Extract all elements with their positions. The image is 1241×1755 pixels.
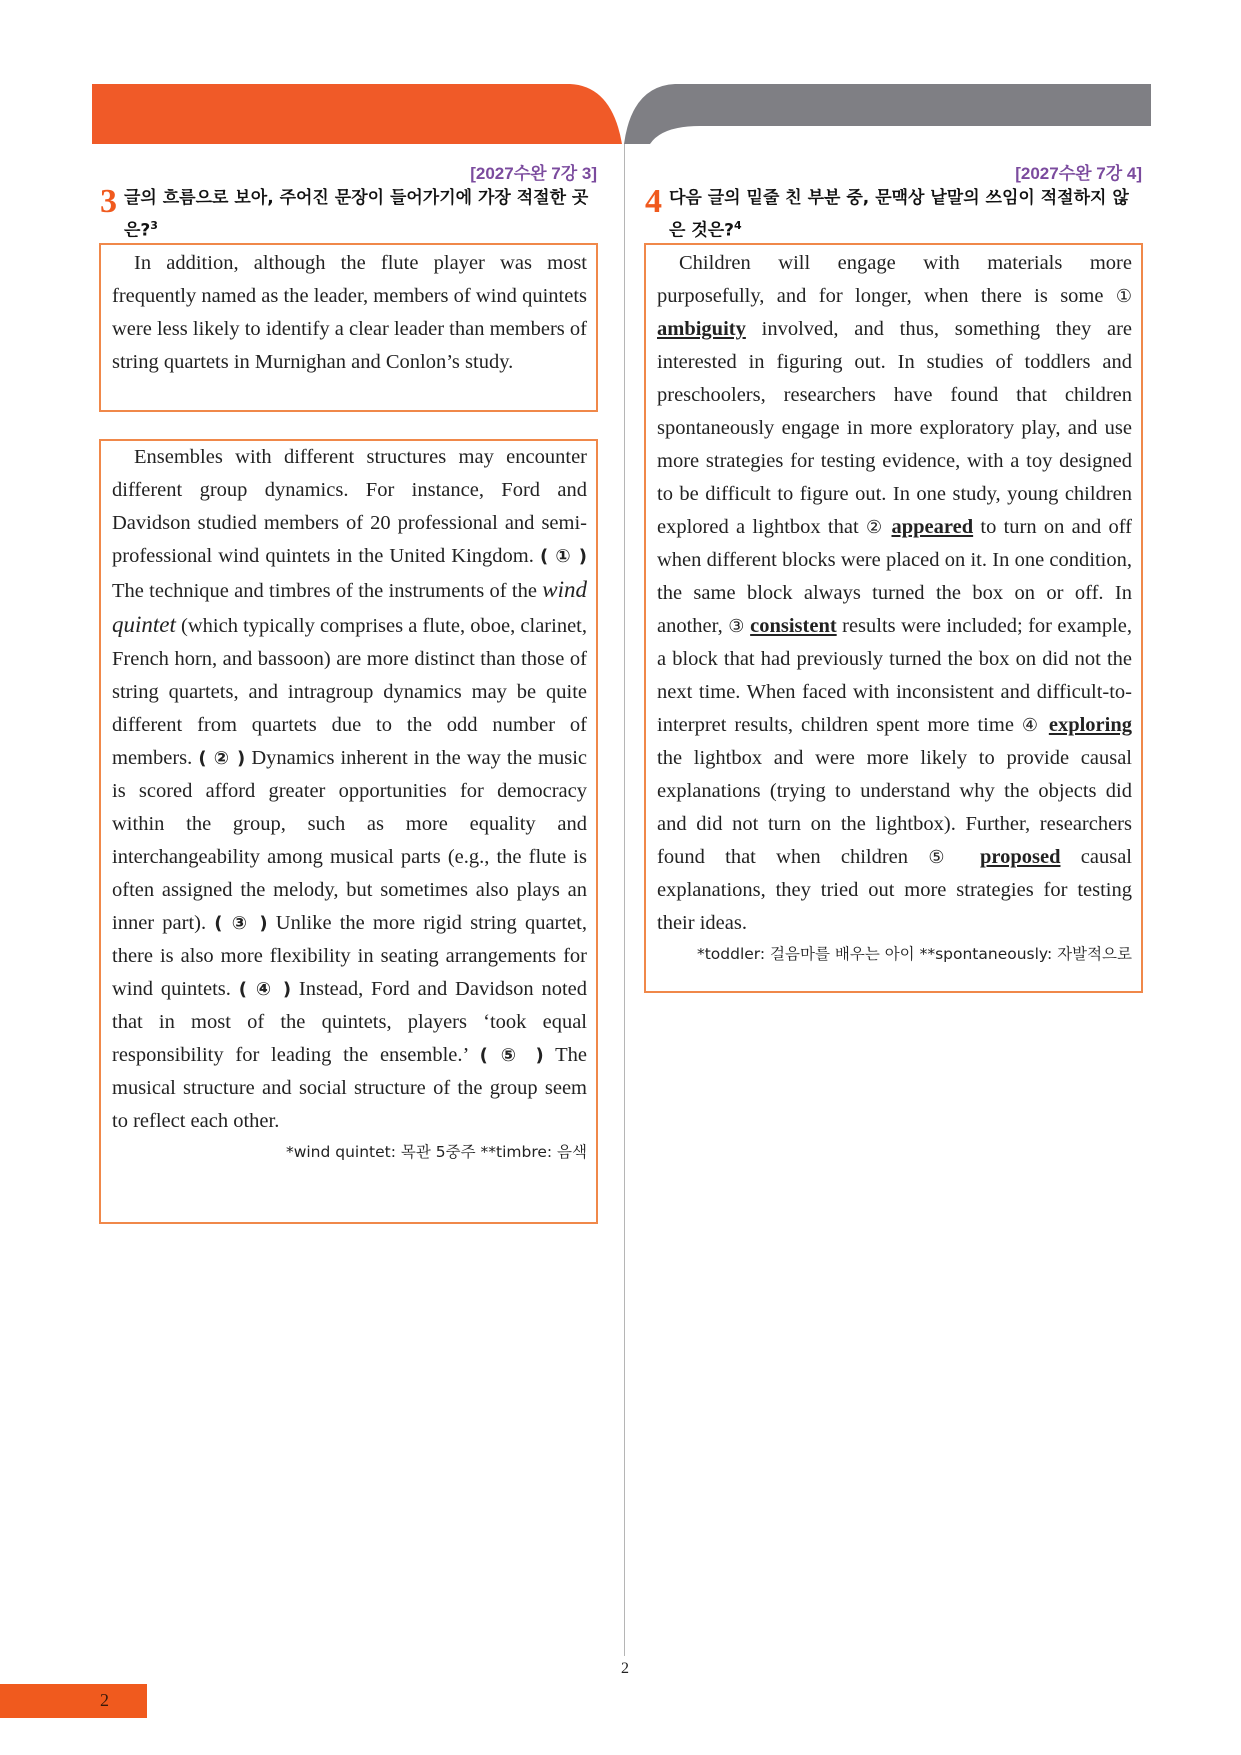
q3-note: *wind quintet: 목관 5중주 **timbre: 음색 [285,1143,587,1161]
choice-5-word: proposed [979,846,1061,868]
q3-passage-box [99,439,598,1224]
q4-footnote-mark: 4 [734,219,742,232]
q3-passage: Ensembles with different structures may encounter different group dynamics. For instance, Ford and Davidson studied members of 20 professional and semi-professional wind quintets in the United Kingdom. ( ① ) The technique and timbres of the instruments of the wind quintet (which typically comprises a flute, oboe, clarinet, French horn, and bassoon) are more distinct than those of string quartets, and intragroup dynamics may be quite different from quartets due to the odd number of members. ( ② ) Dynamics inherent in the way the music is scored afford greater opportunities for democracy within the group, such as more equality and interchangeability among musical parts (e.g., the flute is often assigned the melody, but sometimes also plays an inner part). ( ③ ) Unlike the more rigid string quartet, there is also more flexibility in seating arrangements for wind quintets. ( ④ ) Instead, Ford and Davidson noted that in most of the quintets, players ‘took equal responsibility for leading the ensemble.’ ( ⑤ ) The musical structure and social structure of the group seem to reflect each other. [112,446,587,1132]
column-divider [624,144,625,1656]
q3-question: 글의 흐름으로 보아, 주어진 문장이 들어가기에 가장 적절한 곳은?$^3$ [124,188,589,241]
q4-note: *toddler: 걸음마를 배우는 아이 **spontaneously: 자발적으로 [696,945,1132,963]
choice-4-word: exploring [1048,714,1132,736]
choice-4-mark: ④ [1021,715,1041,736]
choice-1-word: ambiguity [657,318,746,340]
blank-5: ( ⑤ ) [479,1045,544,1066]
choice-5-mark: ⑤ [928,847,960,868]
q3-header [100,185,600,245]
header-band [0,0,1241,150]
choice-2-word: appeared [891,516,974,538]
q3-footnote-mark: 3 [150,219,158,232]
blank-2: ( ② ) [198,748,246,769]
header-band-left [92,84,622,144]
blank-3: ( ③ ) [214,913,268,934]
choice-3-mark: ③ [728,616,745,637]
q3-source: [2027수완 7강 3] [470,164,597,183]
q4-question: 다음 글의 밑줄 친 부분 중, 문맥상 낱말의 쓰임이 적절하지 않은 것은?$^4$ [669,188,1129,241]
page-tab [0,1684,147,1718]
q4-number: 4 [645,183,662,220]
q4-passage-box [644,243,1143,993]
blank-4: ( ④ ) [238,979,292,1000]
q4-header [645,185,1145,245]
choice-2-mark: ② [865,517,885,538]
wind-quintet-italic: wind quintet [112,577,587,637]
header-band-right [624,84,1151,144]
choice-3-word: consistent [750,615,837,637]
blank-1: ( ① ) [539,546,587,567]
choice-1-mark: ① [1115,286,1132,307]
q4-passage: Children will engage with materials more purposefully, and for longer, when there is some ① ambiguity involved, and thus, something they are interested in figuring out. In studies of toddlers and preschoolers, researchers have found that children spontaneously engage in more exploratory play, and use more strategies for testing evidence, with a toy designed to be difficult to figure out. In one study, young children explored a lightbox that ② appeared to turn on and off when different blocks were placed on it. In one condition, the same block always turned the box on or off. In another, ③ consistent results were included; for example, a block that had previously turned the box on did not the next time. When faced with inconsistent and difficult-to-interpret results, children spent more time ④ exploring the lightbox and were more likely to provide causal explanations (trying to understand why the objects did and did not turn on the lightbox). Further, researchers found that when children ⑤ proposed causal explanations, they tried out more strategies for testing their ideas. [657,252,1133,934]
q3-given-sentence: In addition, although the flute player was most frequently named as the leader, members of wind quintets were less likely to identify a clear leader than members of string quartets in Murnighan and Conlon’s study. [112,252,587,373]
page-tab-number: 2 [100,1690,109,1710]
page-number: 2 [621,1660,629,1677]
q3-number: 3 [100,183,117,220]
q4-source: [2027수완 7강 4] [1015,164,1142,183]
q3-given-sentence-box [99,243,598,412]
